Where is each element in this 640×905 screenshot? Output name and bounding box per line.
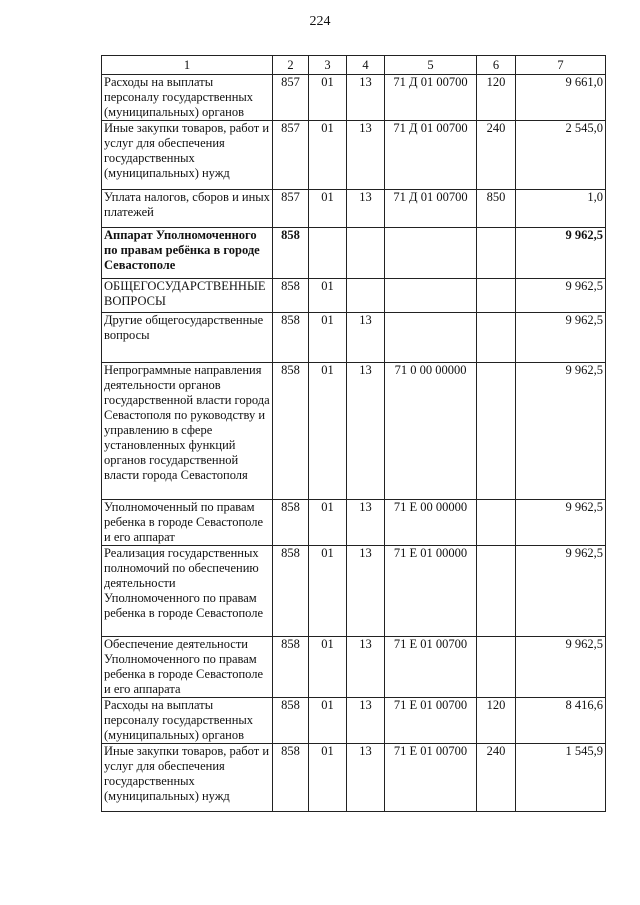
row-name-cell: Непрограммные направления деятельности органов государственной власти города Севастополя по руководству и управлению в сфере установленных функций органов государственной власти города Севастополя [102,363,273,500]
column-header: 6 [477,56,516,75]
target-article-cell: 71 Д 01 00700 [385,121,477,190]
expense-type-cell: 850 [477,190,516,228]
column-header: 3 [309,56,347,75]
table-row [102,637,606,698]
grbs-cell: 858 [273,500,309,546]
section-cell: 01 [309,698,347,744]
target-article-cell: 71 Е 01 00700 [385,637,477,698]
budget-table [101,55,606,812]
table-row [102,313,606,363]
row-name-cell: Обеспечение деятельности Уполномоченного по правам ребенка в городе Севастополе и его аппарата [102,637,273,698]
row-name-cell: Уполномоченный по правам ребенка в городе Севастополе и его аппарат [102,500,273,546]
section-cell: 01 [309,637,347,698]
amount-cell: 2 545,0 [516,121,606,190]
amount-cell: 9 962,5 [516,363,606,500]
subsection-cell: 13 [347,121,385,190]
grbs-cell: 857 [273,75,309,121]
row-name-cell: Иные закупки товаров, работ и услуг для обеспечения государственных (муниципальных) нужд [102,744,273,812]
expense-type-cell: 240 [477,121,516,190]
target-article-cell: 71 Д 01 00700 [385,75,477,121]
subsection-cell: 13 [347,637,385,698]
target-article-cell: 71 Е 01 00700 [385,698,477,744]
section-cell: 01 [309,75,347,121]
table-header-row [102,56,606,75]
subsection-cell [347,279,385,313]
amount-cell: 9 962,5 [516,500,606,546]
target-article-cell: 71 0 00 00000 [385,363,477,500]
section-cell [309,228,347,279]
expense-type-cell [477,546,516,637]
row-name-cell: Расходы на выплаты персоналу государственных (муниципальных) органов [102,698,273,744]
amount-cell: 9 962,5 [516,637,606,698]
section-cell: 01 [309,190,347,228]
row-name-cell: Аппарат Уполномоченного по правам ребёнка в городе Севастополе [102,228,273,279]
row-name-cell: Реализация государственных полномочий по обеспечению деятельности Уполномоченного по правам ребенка в городе Севастополе [102,546,273,637]
table-row [102,363,606,500]
subsection-cell: 13 [347,546,385,637]
expense-type-cell [477,228,516,279]
expense-type-cell: 120 [477,698,516,744]
grbs-cell: 858 [273,279,309,313]
subsection-cell: 13 [347,363,385,500]
target-article-cell: 71 Е 01 00000 [385,546,477,637]
amount-cell: 9 962,5 [516,546,606,637]
row-name-cell: Другие общегосударственные вопросы [102,313,273,363]
grbs-cell: 858 [273,363,309,500]
expense-type-cell [477,313,516,363]
page-number: 224 [309,14,331,29]
amount-cell: 9 661,0 [516,75,606,121]
target-article-cell: 71 Д 01 00700 [385,190,477,228]
section-cell: 01 [309,121,347,190]
target-article-cell: 71 Е 01 00700 [385,744,477,812]
column-header: 4 [347,56,385,75]
amount-cell: 1,0 [516,190,606,228]
section-cell: 01 [309,500,347,546]
target-article-cell [385,279,477,313]
amount-cell: 9 962,5 [516,228,606,279]
table-row [102,190,606,228]
subsection-cell: 13 [347,698,385,744]
section-cell: 01 [309,546,347,637]
expense-type-cell [477,637,516,698]
expense-type-cell: 120 [477,75,516,121]
grbs-cell: 857 [273,190,309,228]
target-article-cell [385,228,477,279]
expense-type-cell [477,500,516,546]
table-row [102,546,606,637]
column-header: 2 [273,56,309,75]
table-row [102,75,606,121]
section-cell: 01 [309,363,347,500]
target-article-cell: 71 Е 00 00000 [385,500,477,546]
table-row [102,500,606,546]
expense-type-cell [477,279,516,313]
grbs-cell: 858 [273,313,309,363]
subsection-cell: 13 [347,75,385,121]
section-cell: 01 [309,744,347,812]
subsection-cell: 13 [347,500,385,546]
row-name-cell: Иные закупки товаров, работ и услуг для обеспечения государственных (муниципальных) нужд [102,121,273,190]
column-header: 7 [516,56,606,75]
column-header: 1 [102,56,273,75]
grbs-cell: 858 [273,744,309,812]
section-cell: 01 [309,313,347,363]
amount-cell: 1 545,9 [516,744,606,812]
table-body [102,75,606,812]
subsection-cell [347,228,385,279]
row-name-cell: Уплата налогов, сборов и иных платежей [102,190,273,228]
grbs-cell: 858 [273,637,309,698]
subsection-cell: 13 [347,190,385,228]
section-cell: 01 [309,279,347,313]
table-row [102,279,606,313]
target-article-cell [385,313,477,363]
grbs-cell: 858 [273,698,309,744]
grbs-cell: 857 [273,121,309,190]
table-row [102,121,606,190]
amount-cell: 9 962,5 [516,313,606,363]
amount-cell: 9 962,5 [516,279,606,313]
row-name-cell: Расходы на выплаты персоналу государственных (муниципальных) органов [102,75,273,121]
table-row [102,698,606,744]
table-row [102,228,606,279]
row-name-cell: ОБЩЕГОСУДАРСТВЕННЫЕ ВОПРОСЫ [102,279,273,313]
expense-type-cell [477,363,516,500]
expense-type-cell: 240 [477,744,516,812]
column-header: 5 [385,56,477,75]
table-row [102,744,606,812]
amount-cell: 8 416,6 [516,698,606,744]
grbs-cell: 858 [273,228,309,279]
subsection-cell: 13 [347,313,385,363]
grbs-cell: 858 [273,546,309,637]
subsection-cell: 13 [347,744,385,812]
